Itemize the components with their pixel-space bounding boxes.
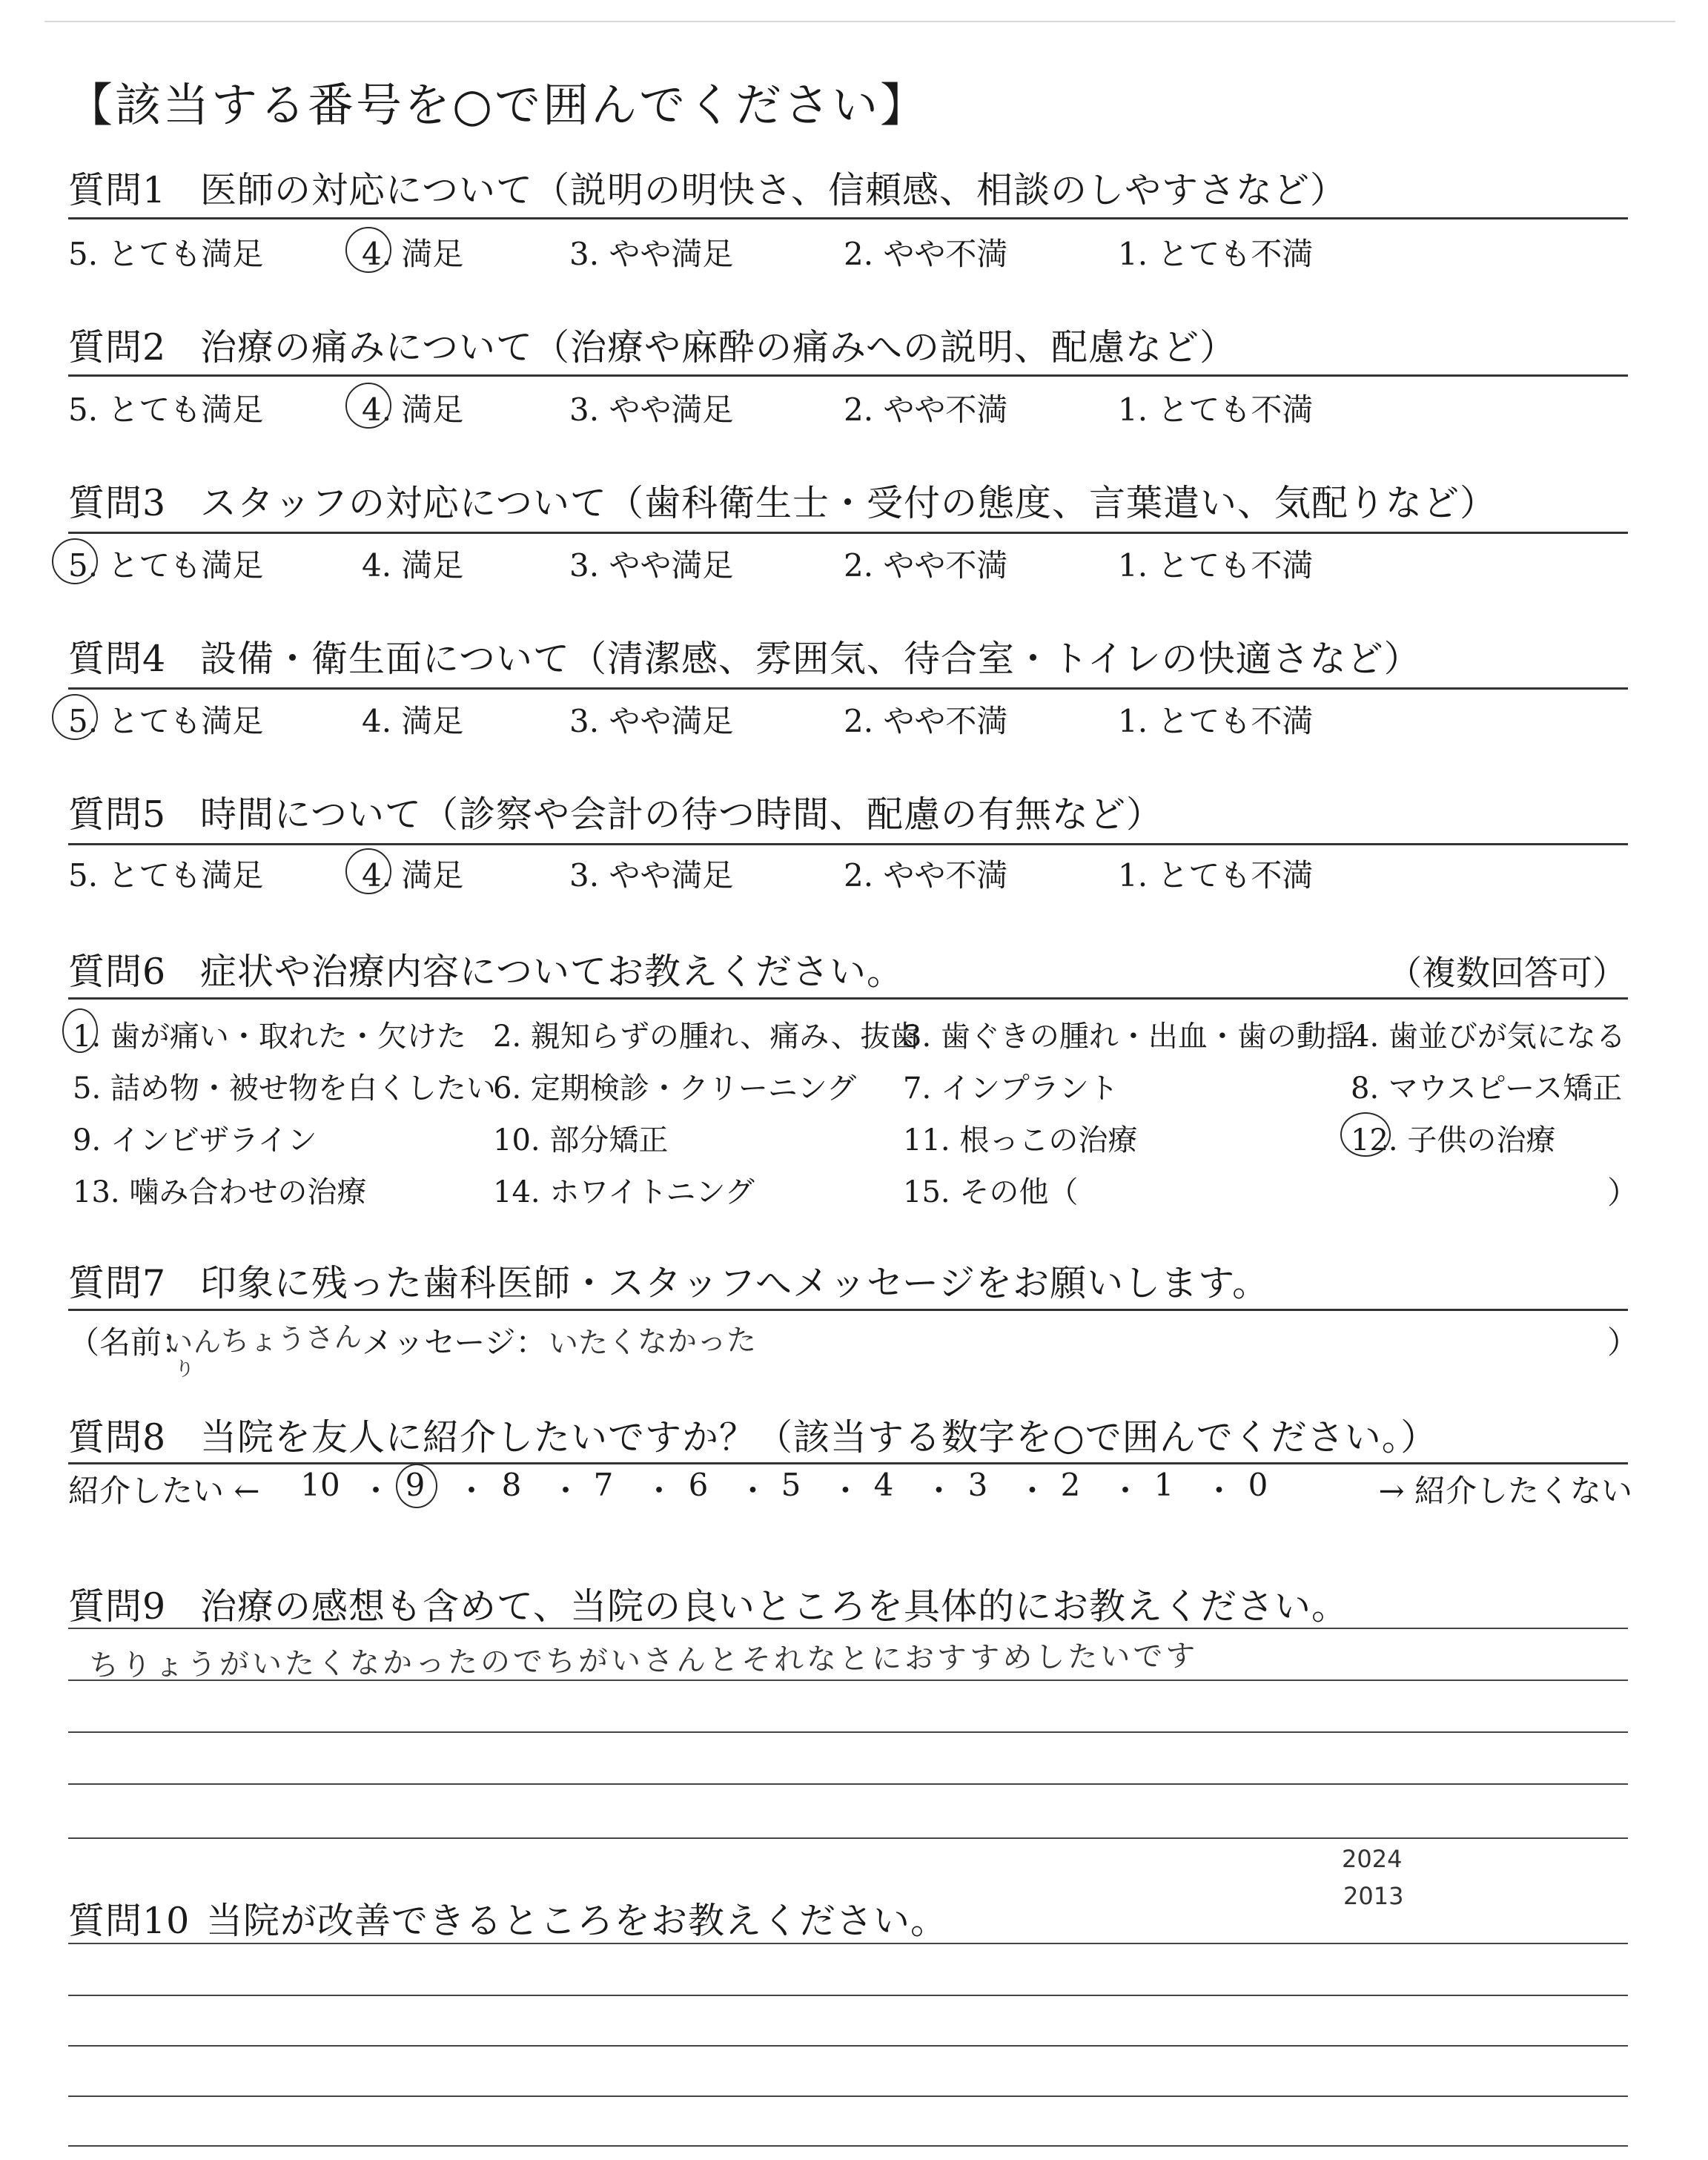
name-label: （名前：: [68, 1324, 193, 1361]
q2-option-1[interactable]: 1. とても不満: [1118, 392, 1314, 428]
scale-separator: ・: [643, 1473, 675, 1509]
message-label: メッセージ：: [362, 1324, 547, 1361]
question-8-rule: [68, 1462, 1628, 1464]
question-6-rule: [68, 997, 1628, 1000]
q2-option-4[interactable]: 4. 満足: [362, 392, 464, 428]
symptom-option-10[interactable]: 10. 部分矯正: [493, 1123, 669, 1157]
question-4-rule: [68, 687, 1628, 690]
referral-scale: [68, 1467, 1632, 1511]
scale-right-label: → 紹介したくない: [1378, 1473, 1632, 1509]
q2-option-3[interactable]: 3. やや満足: [569, 392, 734, 428]
symptom-selection-circle-12: [1340, 1112, 1391, 1157]
question-4-title: [68, 630, 1421, 682]
answer-line-10-3: [68, 2045, 1628, 2047]
scale-separator: ・: [737, 1473, 769, 1509]
question-6-multiple-note: （複数回答可）: [1388, 953, 1626, 993]
q4-option-5[interactable]: 5. とても満足: [68, 703, 264, 739]
question-4-text: 設備・衛生面について（清潔感、雰囲気、待合室・トイレの快適さなど）: [200, 638, 1421, 680]
question-7-number: 質問7: [68, 1262, 167, 1304]
question-9-number: 質問9: [68, 1585, 167, 1628]
q1-option-1[interactable]: 1. とても不満: [1118, 236, 1314, 272]
q3-option-3[interactable]: 3. やや満足: [569, 547, 734, 584]
q4-option-3[interactable]: 3. やや満足: [569, 703, 734, 739]
q1-selection-circle: [345, 227, 391, 273]
q5-option-2[interactable]: 2. やや不満: [844, 857, 1008, 894]
question-10-title: [68, 1892, 947, 1944]
question-2-title: [68, 319, 1237, 371]
question-6-text: 症状や治療内容についてお教えください。: [200, 951, 904, 993]
symptom-option-13[interactable]: 13. 噛み合わせの治療: [73, 1175, 367, 1209]
question-10-text: 当院が改善できるところをお教えください。: [206, 1900, 948, 1942]
q1-option-4[interactable]: 4. 満足: [362, 236, 464, 272]
q4-selection-circle: [52, 694, 98, 740]
question-5-number: 質問5: [68, 793, 167, 836]
question-1-number: 質問1: [68, 169, 167, 211]
scale-left-label: 紹介したい ←: [68, 1473, 260, 1509]
scale-separator: ・: [1203, 1473, 1235, 1509]
question-2-number: 質問2: [68, 326, 167, 369]
answer-line-10-4: [68, 2095, 1628, 2097]
q5-option-4[interactable]: 4. 満足: [362, 857, 464, 894]
q1-option-5[interactable]: 5. とても満足: [68, 236, 264, 272]
question-7-text: 印象に残った歯科医師・スタッフへメッセージをお願いします。: [200, 1262, 1270, 1304]
symptom-option-3[interactable]: 3. 歯ぐきの腫れ・出血・歯の動揺: [903, 1020, 1356, 1054]
handwritten-name-extra: り: [175, 1358, 195, 1381]
scale-selection-circle: [396, 1464, 437, 1508]
symptom-option-7[interactable]: 7. インプラント: [903, 1071, 1119, 1106]
symptom-option-14[interactable]: 14. ホワイトニング: [493, 1175, 755, 1209]
scale-value-4[interactable]: 4: [873, 1467, 894, 1503]
symptom-option-9[interactable]: 9. インビザライン: [73, 1123, 317, 1157]
question-5-text: 時間について（診察や会計の待つ時間、配慮の有無など）: [200, 793, 1164, 836]
question-8-number: 質問8: [68, 1416, 167, 1459]
answer-line-10-1: [68, 1943, 1628, 1944]
symptom-option-11[interactable]: 11. 根っこの治療: [903, 1123, 1138, 1157]
q2-selection-circle: [345, 383, 391, 429]
answer-line-10-2: [68, 1995, 1628, 1996]
scale-separator: ・: [550, 1473, 582, 1509]
q4-option-1[interactable]: 1. とても不満: [1118, 703, 1314, 739]
q4-option-2[interactable]: 2. やや不満: [844, 703, 1008, 739]
symptom-option-15[interactable]: 15. その他（: [903, 1175, 1079, 1209]
scale-separator: ・: [456, 1473, 488, 1509]
scale-separator: ・: [923, 1473, 955, 1509]
q5-selection-circle: [345, 848, 391, 894]
question-5-rule: [68, 843, 1628, 845]
symptom-selection-circle-1: [62, 1008, 98, 1053]
other-close-paren: ）: [1607, 1175, 1639, 1211]
q3-selection-circle: [52, 538, 98, 584]
message-label-wrap: [362, 1318, 546, 1363]
symptom-option-12[interactable]: 12. 子供の治療: [1351, 1123, 1556, 1157]
q1-option-2[interactable]: 2. やや不満: [844, 236, 1008, 272]
scale-value-1[interactable]: 1: [1153, 1467, 1174, 1503]
q3-option-4[interactable]: 4. 満足: [362, 547, 464, 584]
scale-value-0[interactable]: 0: [1248, 1467, 1268, 1503]
question-3-rule: [68, 532, 1628, 534]
symptom-option-8[interactable]: 8. マウスピース矯正: [1351, 1071, 1623, 1106]
question-8-text: 当院を友人に紹介したいですか？（該当する数字を○で囲んでください。）: [200, 1416, 1438, 1459]
scale-value-3[interactable]: 3: [967, 1467, 988, 1503]
answer-line-9-2: [68, 1680, 1628, 1681]
top-border: [44, 21, 1675, 22]
q4-option-4[interactable]: 4. 満足: [362, 703, 464, 739]
symptom-option-1[interactable]: 1. 歯が痛い・取れた・欠けた: [73, 1020, 466, 1054]
message-close-paren: ）: [1607, 1324, 1639, 1361]
q1-option-3[interactable]: 3. やや満足: [569, 236, 734, 272]
handwritten-message: いたくなかった: [548, 1323, 757, 1361]
scale-value-6[interactable]: 6: [688, 1467, 709, 1503]
question-2-rule: [68, 374, 1628, 377]
scale-separator: ・: [830, 1473, 861, 1509]
symptom-option-5[interactable]: 5. 詰め物・被せ物を白くしたい: [73, 1071, 496, 1106]
question-1-title: [68, 162, 1347, 214]
question-1-text: 医師の対応について（説明の明快さ、信頼感、相談のしやすさなど）: [200, 169, 1348, 211]
question-9-title: [68, 1578, 1348, 1630]
q5-option-1[interactable]: 1. とても不満: [1118, 857, 1314, 894]
question-3-text: スタッフの対応について（歯科衛生士・受付の態度、言葉遣い、気配りなど）: [200, 482, 1497, 524]
question-9-text: 治療の感想も含めて、当院の良いところを具体的にお教えください。: [200, 1585, 1349, 1628]
scale-separator: ・: [360, 1473, 392, 1509]
q3-option-2[interactable]: 2. やや不満: [844, 547, 1008, 584]
q3-option-1[interactable]: 1. とても不満: [1118, 547, 1314, 584]
question-7-title: [68, 1255, 1269, 1307]
answer-line-9-1: [68, 1628, 1628, 1629]
answer-line-9-5: [68, 1837, 1628, 1839]
question-3-title: [68, 475, 1497, 526]
handwritten-note-2013: 2013: [1343, 1882, 1404, 1910]
answer-line-9-4: [68, 1783, 1628, 1785]
q2-option-5[interactable]: 5. とても満足: [68, 392, 264, 428]
scale-separator: ・: [1016, 1473, 1048, 1509]
question-7-rule: [68, 1309, 1628, 1311]
scale-value-2[interactable]: 2: [1060, 1467, 1081, 1503]
q5-option-3[interactable]: 3. やや満足: [569, 857, 734, 894]
scale-value-10[interactable]: 10: [300, 1467, 340, 1503]
question-8-title: [68, 1409, 1437, 1461]
scale-separator: ・: [1110, 1473, 1142, 1509]
answer-line-10-5: [68, 2145, 1628, 2147]
symptom-option-4[interactable]: 4. 歯並びが気になる: [1351, 1020, 1626, 1054]
question-1-rule: [68, 217, 1628, 219]
q5-option-5[interactable]: 5. とても満足: [68, 857, 264, 894]
handwritten-answer-9: ちりょうがいたくなかったのでちがいさんとそれなとにおすすめしたいです: [88, 1639, 1199, 1683]
instruction-heading: 【該当する番号を○で囲んでください】: [67, 78, 929, 132]
question-3-number: 質問3: [68, 482, 167, 524]
q3-option-5[interactable]: 5. とても満足: [68, 547, 264, 584]
handwritten-note-2024: 2024: [1342, 1845, 1403, 1873]
question-6-number: 質問6: [68, 951, 167, 993]
handwritten-staff-name: いんちょうさん: [164, 1320, 363, 1360]
question-4-number: 質問4: [68, 638, 167, 680]
scale-value-5[interactable]: 5: [781, 1467, 801, 1503]
answer-line-9-3: [68, 1731, 1628, 1733]
symptom-option-6[interactable]: 6. 定期検診・クリーニング: [493, 1071, 857, 1106]
question-2-text: 治療の痛みについて（治療や麻酔の痛みへの説明、配慮など）: [200, 326, 1237, 369]
scale-value-8[interactable]: 8: [501, 1467, 522, 1503]
q2-option-2[interactable]: 2. やや不満: [844, 392, 1008, 428]
question-5-title: [68, 786, 1163, 838]
scale-value-9[interactable]: 9: [405, 1467, 426, 1503]
question-6-title: [68, 943, 904, 995]
scale-value-7[interactable]: 7: [593, 1467, 614, 1503]
symptom-option-2[interactable]: 2. 親知らずの腫れ、痛み、抜歯: [493, 1020, 920, 1054]
question-10-number: 質問10: [68, 1900, 191, 1942]
